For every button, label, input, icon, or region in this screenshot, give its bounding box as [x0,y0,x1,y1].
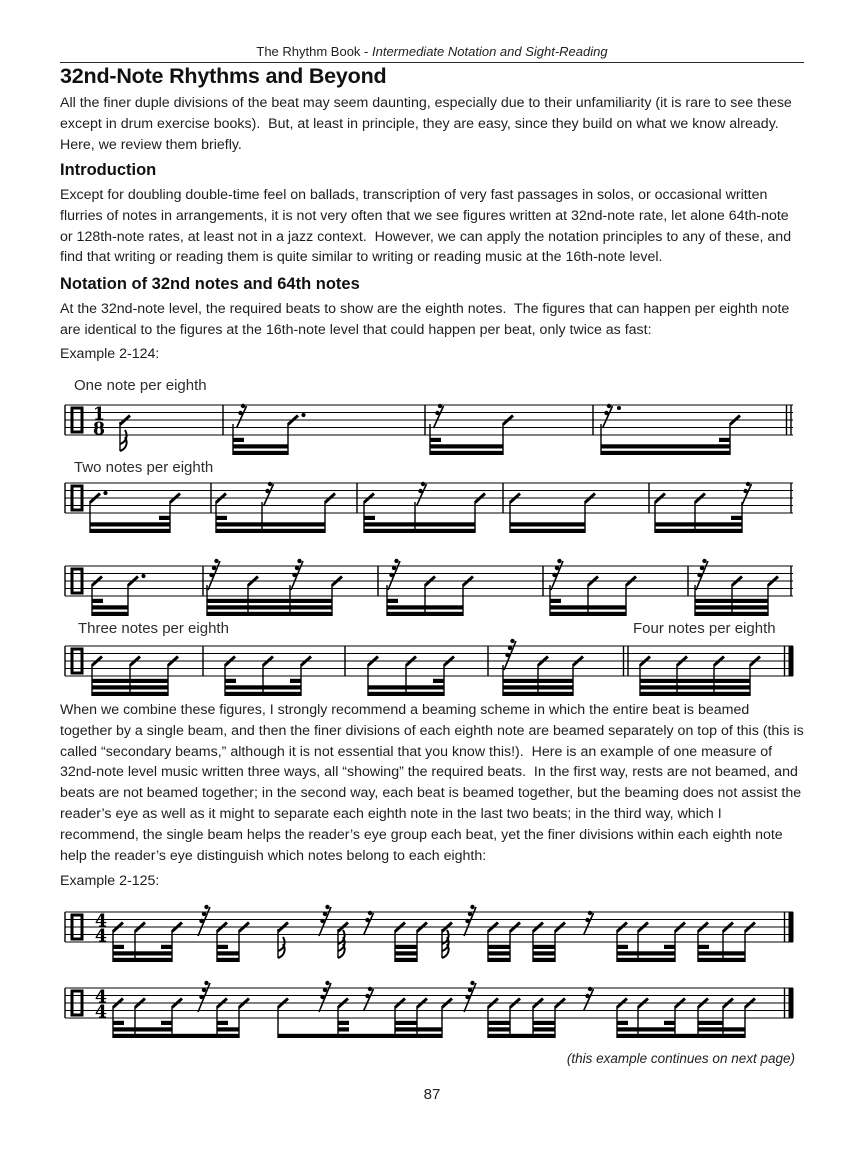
caption-two-notes-per-eighth: Two notes per eighth [74,459,214,476]
section-heading-notation: Notation of 32nd notes and 64th notes [60,275,360,293]
notation-paragraph: At the 32nd-note level, the required beats to show are the eighth notes. The figures that can happen per eighth note are identical to the figures at the 16th-note level that could happen per beat, only twice as fast: [60,301,794,338]
introduction-paragraph: Except for doubling double-time feel on ballads, transcription of very fast passages in solos, or occasional written flurries of notes in arrangements, it is not very often that we see figures written at 32nd-note rate, let alone 64th-note or 128th-note rates, at least not in a jazz context. However, we can apply the notation principles to any of these, and find that writing or reading them is quite similar to writing or reading music at the 16th-note level. [60,187,796,266]
staff-example-125-first-way [0,900,864,984]
running-header [0,44,864,59]
example-124-label: Example 2-124: [60,346,160,362]
page-number: 87 [423,1086,441,1103]
svg-text:1: 1 [92,404,106,425]
svg-text:4: 4 [94,911,108,932]
section-heading-introduction: Introduction [60,161,157,179]
svg-text:4: 4 [94,1002,108,1023]
staff-example-125-second-way [0,976,864,1060]
caption-four-notes-per-eighth: Four notes per eighth [633,620,776,637]
caption-one-note-per-eighth: One note per eighth [74,377,207,394]
example-125-label: Example 2-125: [60,873,160,889]
svg-text:4: 4 [94,987,108,1008]
intro-paragraph: All the finer duple divisions of the beat may seem daunting, especially due to their unfamiliarity (it is rare to see these except in drum exercise books). But, at least in principle, they are easy, since they build on what we know already. Here, we review them briefly. [60,95,796,153]
page-title: 32nd-Note Rhythms and Beyond [60,64,387,88]
running-header-book-title: The Rhythm Book - [256,44,372,59]
caption-three-notes-per-eighth: Three notes per eighth [78,620,229,637]
staff-two-notes-per-eighth-line1 [0,471,864,555]
svg-text:4: 4 [94,926,108,947]
running-header-chapter: Intermediate Notation and Sight-Reading [372,44,608,59]
combine-paragraph: When we combine these figures, I strongly recommend a beaming scheme in which the entire beat is beamed together by a single beam, and then the finer divisions of each eighth note are beamed separately on top of this (this is called “secondary beams,” although it is not essential that you know this!). Here is an example of one measure of 32nd-note level music written three ways, all “showing” the required beats. In the first way, rests are not beamed, and beats are not beamed together; in the second way, each beat is beamed together, but the beaming does not assist the reader’s eye as well as it might to separate each eighth note in the last two beats; in the third way, which I recommend, the single beam helps the reader’s eye group each beat, yet the finer divisions within each eighth note help the reader’s eye distinguish which notes belong to each eighth: [60,702,808,864]
header-rule [60,62,804,63]
svg-text:8: 8 [92,419,106,440]
continues-note: (this example continues on next page) [566,1051,795,1066]
